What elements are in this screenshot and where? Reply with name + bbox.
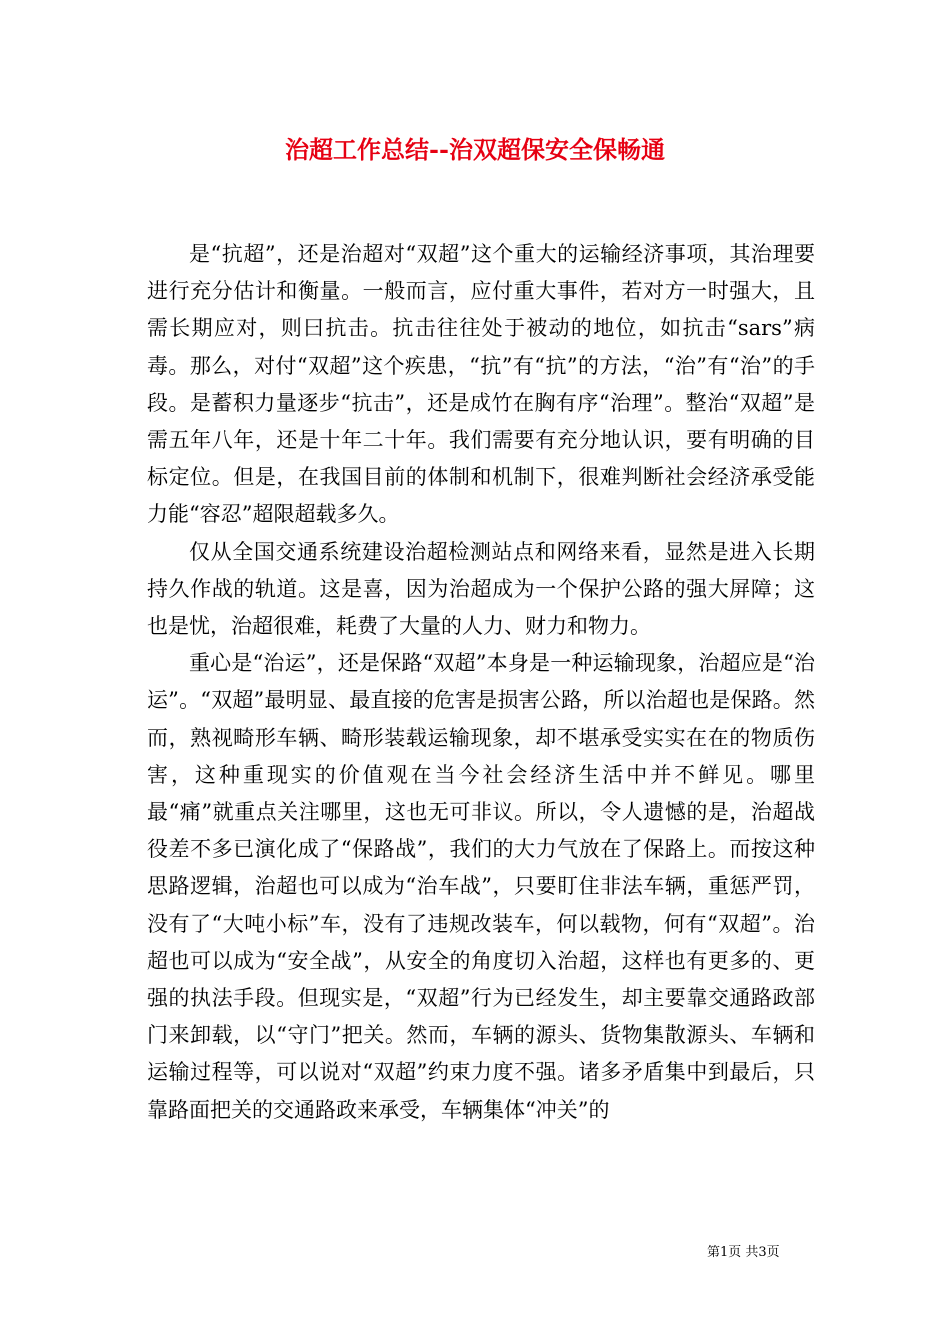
paragraph-1: 是“抗超”，还是治超对“双超”这个重大的运输经济事项，其治理要进行充分估计和衡量。一般而言，应付重大事件，若对方一时强大，且需长期应对，则曰抗击。抗击往往处于被动的地位，如抗击“sars”病毒。那么，对付“双超”这个疾患，“抗”有“抗”的方法，“治”有“治”的手段。是蓄积力量逐步“抗击”，还是成竹在胸有序“治理”。整治“双超”是需五年八年，还是十年二十年。我们需要有充分地认识，要有明确的目标定位。但是，在我国目前的体制和机制下，很难判断社会经济承受能力能“容忍”超限超载多久。 — [147, 242, 815, 527]
document-body — [147, 236, 815, 1129]
paragraph-2: 仅从全国交通系统建设治超检测站点和网络来看，显然是进入长期持久作战的轨道。这是喜，因为治超成为一个保护公路的强大屏障；这也是忧，治超很难，耗费了大量的人力、财力和物力。 — [147, 539, 815, 639]
page-number-footer: 第1页 共3页 — [707, 1245, 780, 1260]
document-title: 治超工作总结--治双超保安全保畅通 — [285, 135, 665, 164]
paragraph-3: 重心是“治运”，还是保路“双超”本身是一种运输现象，治超应是“治运”。“双超”最明显、最直接的危害是损害公路，所以治超也是保路。然而，熟视畸形车辆、畸形装载运输现象，却不堪承受实实在在的物质伤害，这种重现实的价值观在当今社会经济生活中并不鲜见。哪里最“痛”就重点关注哪里，这也无可非议。所以，令人遗憾的是，治超战役差不多已演化成了“保路战”，我们的大力气放在了保路上。而按这种思路逻辑，治超也可以成为“治车战”，只要盯住非法车辆，重惩严罚，没有了“大吨小标”车，没有了违规改装车，何以载物，何有“双超”。治超也可以成为“安全战”，从安全的角度切入治超，这样也有更多的、更强的执法手段。但现实是，“双超”行为已经发生，却主要靠交通路政部门来卸载，以“守门”把关。然而，车辆的源头、货物集散源头、车辆和运输过程等，可以说对“双超”约束力度不强。诸多矛盾集中到最后，只靠路面把关的交通路政来承受，车辆集体“冲关”的 — [147, 651, 815, 1122]
